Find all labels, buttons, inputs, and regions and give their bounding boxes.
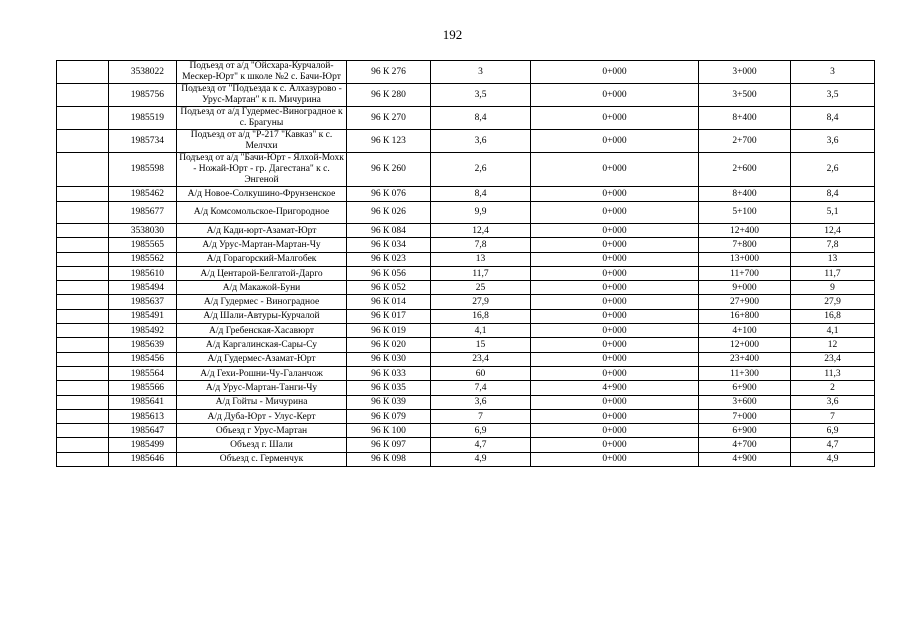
blank-cell xyxy=(57,452,109,466)
blank-cell xyxy=(57,352,109,366)
blank-cell xyxy=(57,130,109,153)
road-id-cell: 1985499 xyxy=(109,438,177,452)
blank-cell xyxy=(57,438,109,452)
blank-cell xyxy=(57,395,109,409)
start-km-cell: 0+000 xyxy=(531,352,699,366)
end-km-cell: 3+000 xyxy=(699,61,791,84)
length-cell: 25 xyxy=(431,281,531,295)
road-name-cell: А/д Гехи-Рошни-Чу-Галанчож xyxy=(177,366,347,380)
roads-table xyxy=(56,60,875,467)
length-cell: 4,1 xyxy=(431,324,531,338)
end-km-cell: 6+900 xyxy=(699,424,791,438)
end-km-cell: 23+400 xyxy=(699,352,791,366)
page-number: 192 xyxy=(442,27,463,42)
start-km-cell: 0+000 xyxy=(531,281,699,295)
start-km-cell: 0+000 xyxy=(531,238,699,252)
blank-cell xyxy=(57,107,109,130)
end-km-cell: 4+700 xyxy=(699,438,791,452)
length-cell: 2,6 xyxy=(431,153,531,187)
table-row xyxy=(57,324,875,338)
road-id-cell: 1985613 xyxy=(109,409,177,423)
length-cell: 3,5 xyxy=(431,84,531,107)
blank-cell xyxy=(57,281,109,295)
length-cell: 7 xyxy=(431,409,531,423)
road-index-cell: 96 К 123 xyxy=(347,130,431,153)
blank-cell xyxy=(57,295,109,309)
value-cell: 23,4 xyxy=(791,352,875,366)
start-km-cell: 0+000 xyxy=(531,338,699,352)
table-row xyxy=(57,252,875,266)
start-km-cell: 0+000 xyxy=(531,107,699,130)
road-id-cell: 1985494 xyxy=(109,281,177,295)
length-cell: 3,6 xyxy=(431,395,531,409)
road-index-cell: 96 К 023 xyxy=(347,252,431,266)
table-row xyxy=(57,409,875,423)
road-id-cell: 1985492 xyxy=(109,324,177,338)
road-id-cell: 3538022 xyxy=(109,61,177,84)
length-cell: 8,4 xyxy=(431,187,531,202)
value-cell: 4,9 xyxy=(791,452,875,466)
value-cell: 13 xyxy=(791,252,875,266)
blank-cell xyxy=(57,238,109,252)
table-row xyxy=(57,266,875,280)
start-km-cell: 0+000 xyxy=(531,224,699,238)
value-cell: 2 xyxy=(791,381,875,395)
value-cell: 12 xyxy=(791,338,875,352)
road-id-cell: 1985756 xyxy=(109,84,177,107)
road-name-cell: А/д Урус-Мартан-Танги-Чу xyxy=(177,381,347,395)
end-km-cell: 16+800 xyxy=(699,309,791,323)
road-name-cell: Подъезд от а/д Гудермес-Виноградное к с. Брагуны xyxy=(177,107,347,130)
length-cell: 13 xyxy=(431,252,531,266)
road-index-cell: 96 К 276 xyxy=(347,61,431,84)
blank-cell xyxy=(57,338,109,352)
table-row xyxy=(57,61,875,84)
end-km-cell: 2+600 xyxy=(699,153,791,187)
road-index-cell: 96 К 260 xyxy=(347,153,431,187)
end-km-cell: 9+000 xyxy=(699,281,791,295)
length-cell: 12,4 xyxy=(431,224,531,238)
value-cell: 5,1 xyxy=(791,202,875,224)
length-cell: 15 xyxy=(431,338,531,352)
value-cell: 8,4 xyxy=(791,107,875,130)
road-name-cell: А/д Новое-Солкушино-Фрунзенское xyxy=(177,187,347,202)
road-index-cell: 96 К 076 xyxy=(347,187,431,202)
road-name-cell: А/д Центарой-Белгатой-Дарго xyxy=(177,266,347,280)
road-id-cell: 1985610 xyxy=(109,266,177,280)
table-row xyxy=(57,84,875,107)
road-index-cell: 96 К 097 xyxy=(347,438,431,452)
table-row xyxy=(57,352,875,366)
start-km-cell: 0+000 xyxy=(531,84,699,107)
road-name-cell: А/д Шали-Автуры-Курчалой xyxy=(177,309,347,323)
value-cell: 2,6 xyxy=(791,153,875,187)
road-name-cell: Объезд с. Герменчук xyxy=(177,452,347,466)
end-km-cell: 4+100 xyxy=(699,324,791,338)
road-name-cell: А/д Гойты - Мичурина xyxy=(177,395,347,409)
road-index-cell: 96 К 034 xyxy=(347,238,431,252)
length-cell: 60 xyxy=(431,366,531,380)
value-cell: 16,8 xyxy=(791,309,875,323)
blank-cell xyxy=(57,366,109,380)
road-name-cell: А/д Каргалинская-Сары-Су xyxy=(177,338,347,352)
road-id-cell: 1985598 xyxy=(109,153,177,187)
road-name-cell: А/д Комсомольское-Пригородное xyxy=(177,202,347,224)
value-cell: 4,7 xyxy=(791,438,875,452)
table-row xyxy=(57,153,875,187)
start-km-cell: 4+900 xyxy=(531,381,699,395)
table-row xyxy=(57,107,875,130)
blank-cell xyxy=(57,324,109,338)
end-km-cell: 7+000 xyxy=(699,409,791,423)
table-row xyxy=(57,395,875,409)
start-km-cell: 0+000 xyxy=(531,153,699,187)
blank-cell xyxy=(57,252,109,266)
value-cell: 11,3 xyxy=(791,366,875,380)
road-name-cell: Подъезд от а/д "Бачи-Юрт - Ялхой-Мохк - Ножай-Юрт - гр. Дагестана" к с. Энгеной xyxy=(177,153,347,187)
table-row xyxy=(57,309,875,323)
road-name-cell: А/д Гребенская-Хасавюрт xyxy=(177,324,347,338)
road-id-cell: 1985456 xyxy=(109,352,177,366)
start-km-cell: 0+000 xyxy=(531,409,699,423)
blank-cell xyxy=(57,187,109,202)
start-km-cell: 0+000 xyxy=(531,266,699,280)
road-index-cell: 96 К 039 xyxy=(347,395,431,409)
start-km-cell: 0+000 xyxy=(531,309,699,323)
start-km-cell: 0+000 xyxy=(531,424,699,438)
end-km-cell: 4+900 xyxy=(699,452,791,466)
length-cell: 23,4 xyxy=(431,352,531,366)
road-index-cell: 96 К 014 xyxy=(347,295,431,309)
road-index-cell: 96 К 017 xyxy=(347,309,431,323)
end-km-cell: 12+400 xyxy=(699,224,791,238)
road-index-cell: 96 К 100 xyxy=(347,424,431,438)
blank-cell xyxy=(57,224,109,238)
end-km-cell: 6+900 xyxy=(699,381,791,395)
table-row xyxy=(57,381,875,395)
table-row xyxy=(57,281,875,295)
start-km-cell: 0+000 xyxy=(531,202,699,224)
table-row xyxy=(57,202,875,224)
value-cell: 11,7 xyxy=(791,266,875,280)
road-name-cell: Подъезд от "Подъезда к с. Алхазурово - Урус-Мартан" к п. Мичурина xyxy=(177,84,347,107)
start-km-cell: 0+000 xyxy=(531,130,699,153)
start-km-cell: 0+000 xyxy=(531,324,699,338)
road-id-cell: 1985637 xyxy=(109,295,177,309)
table-row xyxy=(57,452,875,466)
blank-cell xyxy=(57,381,109,395)
road-name-cell: Объезд г. Шали xyxy=(177,438,347,452)
road-id-cell: 1985519 xyxy=(109,107,177,130)
value-cell: 3,5 xyxy=(791,84,875,107)
road-index-cell: 96 К 270 xyxy=(347,107,431,130)
blank-cell xyxy=(57,409,109,423)
start-km-cell: 0+000 xyxy=(531,395,699,409)
blank-cell xyxy=(57,202,109,224)
start-km-cell: 0+000 xyxy=(531,187,699,202)
length-cell: 27,9 xyxy=(431,295,531,309)
table-row xyxy=(57,130,875,153)
end-km-cell: 2+700 xyxy=(699,130,791,153)
table-row xyxy=(57,224,875,238)
end-km-cell: 3+600 xyxy=(699,395,791,409)
road-id-cell: 1985647 xyxy=(109,424,177,438)
length-cell: 6,9 xyxy=(431,424,531,438)
length-cell: 4,9 xyxy=(431,452,531,466)
value-cell: 8,4 xyxy=(791,187,875,202)
road-id-cell: 1985566 xyxy=(109,381,177,395)
end-km-cell: 13+000 xyxy=(699,252,791,266)
table-row xyxy=(57,438,875,452)
end-km-cell: 8+400 xyxy=(699,107,791,130)
value-cell: 3 xyxy=(791,61,875,84)
value-cell: 12,4 xyxy=(791,224,875,238)
road-name-cell: А/д Гудермес - Виноградное xyxy=(177,295,347,309)
table-row xyxy=(57,238,875,252)
road-index-cell: 96 К 035 xyxy=(347,381,431,395)
road-index-cell: 96 К 030 xyxy=(347,352,431,366)
road-id-cell: 1985491 xyxy=(109,309,177,323)
length-cell: 16,8 xyxy=(431,309,531,323)
end-km-cell: 12+000 xyxy=(699,338,791,352)
blank-cell xyxy=(57,266,109,280)
length-cell: 9,9 xyxy=(431,202,531,224)
table-row xyxy=(57,338,875,352)
road-name-cell: А/д Макажой-Буни xyxy=(177,281,347,295)
blank-cell xyxy=(57,61,109,84)
value-cell: 3,6 xyxy=(791,130,875,153)
value-cell: 4,1 xyxy=(791,324,875,338)
road-name-cell: Подъезд от а/д "Р-217 "Кавказ" к с. Мелчхи xyxy=(177,130,347,153)
start-km-cell: 0+000 xyxy=(531,452,699,466)
end-km-cell: 11+700 xyxy=(699,266,791,280)
end-km-cell: 8+400 xyxy=(699,187,791,202)
road-name-cell: А/д Дуба-Юрт - Улус-Керт xyxy=(177,409,347,423)
road-id-cell: 3538030 xyxy=(109,224,177,238)
blank-cell xyxy=(57,309,109,323)
length-cell: 11,7 xyxy=(431,266,531,280)
table-row xyxy=(57,187,875,202)
road-name-cell: А/д Горагорский-Малгобек xyxy=(177,252,347,266)
road-id-cell: 1985562 xyxy=(109,252,177,266)
road-index-cell: 96 К 079 xyxy=(347,409,431,423)
value-cell: 9 xyxy=(791,281,875,295)
road-name-cell: Объезд г Урус-Мартан xyxy=(177,424,347,438)
road-id-cell: 1985734 xyxy=(109,130,177,153)
start-km-cell: 0+000 xyxy=(531,295,699,309)
road-id-cell: 1985565 xyxy=(109,238,177,252)
road-id-cell: 1985646 xyxy=(109,452,177,466)
blank-cell xyxy=(57,424,109,438)
start-km-cell: 0+000 xyxy=(531,252,699,266)
value-cell: 27,9 xyxy=(791,295,875,309)
road-name-cell: А/д Урус-Мартан-Мартан-Чу xyxy=(177,238,347,252)
road-index-cell: 96 К 052 xyxy=(347,281,431,295)
road-id-cell: 1985639 xyxy=(109,338,177,352)
value-cell: 7,8 xyxy=(791,238,875,252)
road-id-cell: 1985462 xyxy=(109,187,177,202)
table-row xyxy=(57,295,875,309)
road-id-cell: 1985564 xyxy=(109,366,177,380)
value-cell: 6,9 xyxy=(791,424,875,438)
road-index-cell: 96 К 280 xyxy=(347,84,431,107)
road-name-cell: А/д Гудермес-Азамат-Юрт xyxy=(177,352,347,366)
road-index-cell: 96 К 056 xyxy=(347,266,431,280)
road-index-cell: 96 К 084 xyxy=(347,224,431,238)
road-index-cell: 96 К 033 xyxy=(347,366,431,380)
start-km-cell: 0+000 xyxy=(531,61,699,84)
road-index-cell: 96 К 019 xyxy=(347,324,431,338)
end-km-cell: 27+900 xyxy=(699,295,791,309)
length-cell: 7,8 xyxy=(431,238,531,252)
table-row xyxy=(57,424,875,438)
road-index-cell: 96 К 020 xyxy=(347,338,431,352)
roads-table-body xyxy=(57,61,875,467)
length-cell: 3,6 xyxy=(431,130,531,153)
table-row xyxy=(57,366,875,380)
blank-cell xyxy=(57,153,109,187)
length-cell: 7,4 xyxy=(431,381,531,395)
start-km-cell: 0+000 xyxy=(531,438,699,452)
end-km-cell: 7+800 xyxy=(699,238,791,252)
road-id-cell: 1985677 xyxy=(109,202,177,224)
road-name-cell: А/д Кади-юрт-Азамат-Юрт xyxy=(177,224,347,238)
length-cell: 4,7 xyxy=(431,438,531,452)
blank-cell xyxy=(57,84,109,107)
length-cell: 3 xyxy=(431,61,531,84)
end-km-cell: 3+500 xyxy=(699,84,791,107)
road-index-cell: 96 К 026 xyxy=(347,202,431,224)
length-cell: 8,4 xyxy=(431,107,531,130)
road-index-cell: 96 К 098 xyxy=(347,452,431,466)
end-km-cell: 11+300 xyxy=(699,366,791,380)
value-cell: 3,6 xyxy=(791,395,875,409)
road-id-cell: 1985641 xyxy=(109,395,177,409)
start-km-cell: 0+000 xyxy=(531,366,699,380)
end-km-cell: 5+100 xyxy=(699,202,791,224)
road-name-cell: Подъезд от а/д "Ойсхара-Курчалой-Мескер-Юрт" к школе №2 с. Бачи-Юрт xyxy=(177,61,347,84)
value-cell: 7 xyxy=(791,409,875,423)
